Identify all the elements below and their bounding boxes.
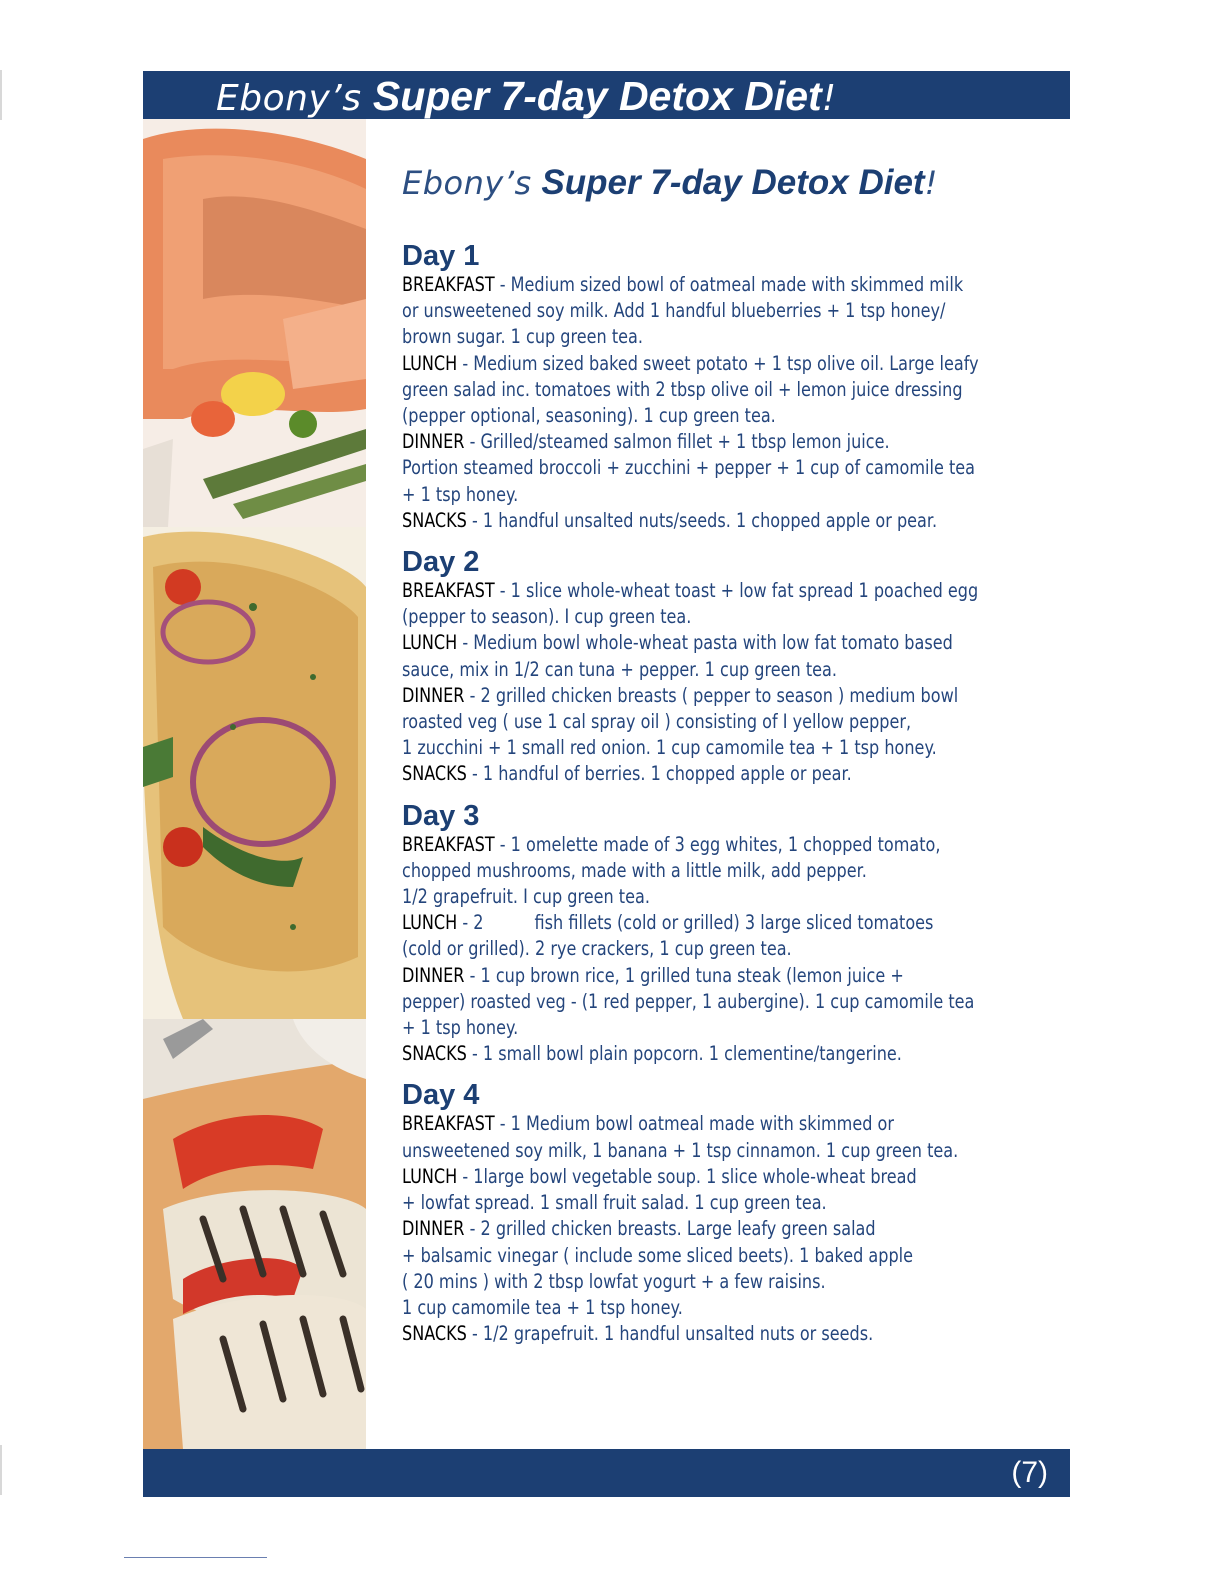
page-title xyxy=(402,158,1042,208)
meal-entry: BREAKFAST - 1 slice whole-wheat toast + low fat spread 1 poached egg (pepper to season). I cup green tea. xyxy=(402,579,979,629)
day-heading: Day 1 xyxy=(402,240,480,272)
page-number: (7) xyxy=(1011,1456,1048,1489)
meal-entry: DINNER - Grilled/steamed salmon fillet + 1 tbsp lemon juice. Portion steamed broccoli + zucchini + pepper + 1 cup of camomile tea + 1 tsp honey. xyxy=(402,430,975,506)
day-heading: Day 2 xyxy=(402,546,480,579)
header-title-bold: Super 7-day Detox Diet xyxy=(372,73,822,119)
meal-entry: DINNER - 2 grilled chicken breasts. Large leafy green salad + balsamic vinegar ( include some sliced beets). 1 baked apple ( 20 mins ) with 2 tbsp lowfat yogurt + a few raisins. 1 cup camomile tea + 1 tsp honey. xyxy=(402,1217,914,1319)
main-content xyxy=(402,158,1042,1359)
day-section xyxy=(402,240,1042,534)
day-section xyxy=(402,800,1042,1068)
meal-entry: SNACKS - 1/2 grapefruit. 1 handful unsalted nuts or seeds. xyxy=(402,1322,874,1346)
meal-entry: DINNER - 1 cup brown rice, 1 grilled tuna steak (lemon juice + pepper) roasted veg - (1 red pepper, 1 aubergine). 1 cup camomile tea + 1 tsp honey. xyxy=(402,963,975,1040)
meal-entry: BREAKFAST - Medium sized bowl of oatmeal made with skimmed milk or unsweetened soy milk. Add 1 handful blueberries + 1 tsp honey/ brown sugar. 1 cup green tea. xyxy=(402,273,964,349)
grilled-chicken-photo xyxy=(143,1019,366,1449)
meal-entry: SNACKS - 1 handful of berries. 1 chopped apple or pear. xyxy=(402,762,852,786)
day-heading: Day 3 xyxy=(402,799,480,832)
meal-entry: BREAKFAST - 1 Medium bowl oatmeal made with skimmed or unsweetened soy milk, 1 banana + 1 tsp cinnamon. 1 cup green tea. xyxy=(402,1112,959,1162)
meal-entry: LUNCH - Medium bowl whole-wheat pasta with low fat tomato based sauce, mix in 1/2 can tuna + pepper. 1 cup green tea. xyxy=(402,631,953,681)
meal-entry: SNACKS - 1 handful unsalted nuts/seeds. 1 chopped apple or pear. xyxy=(402,508,938,532)
day-section xyxy=(402,546,1042,788)
meal-entry: LUNCH - 2 fish fillets (cold or grilled) 3 large sliced tomatoes (cold or grilled). 2 rye crackers, 1 cup green tea. xyxy=(402,911,934,961)
meal-entry: LUNCH - 1large bowl vegetable soup. 1 slice whole-wheat bread + lowfat spread. 1 small fruit salad. 1 cup green tea. xyxy=(402,1164,917,1215)
meal-entry: DINNER - 2 grilled chicken breasts ( pepper to season ) medium bowl roasted veg ( use 1 cal spray oil ) consisting of I yellow pepper, 1 zucchini + 1 small red onion. 1 cup camomile tea + 1 tsp honey. xyxy=(402,683,959,760)
page-edge-mark xyxy=(0,70,2,120)
header-title-light: Ebony’s xyxy=(216,78,362,119)
salmon-photo xyxy=(143,119,366,527)
footnote-divider xyxy=(124,1557,267,1558)
day-heading: Day 4 xyxy=(402,1079,480,1112)
header-bar xyxy=(143,71,1070,119)
meal-entry: BREAKFAST - 1 omelette made of 3 egg whites, 1 chopped tomato, chopped mushrooms, made with a little milk, add pepper. 1/2 grapefruit. I cup green tea. xyxy=(402,832,941,909)
page-title-bold: Super 7-day Detox Diet xyxy=(541,163,925,202)
day-section xyxy=(402,1079,1042,1347)
footer-bar xyxy=(143,1449,1070,1497)
omelette-photo xyxy=(143,527,366,1019)
meal-entry: SNACKS - 1 small bowl plain popcorn. 1 clementine/tangerine. xyxy=(402,1042,902,1066)
page-title-light: Ebony’s xyxy=(402,164,532,202)
food-photo-strip xyxy=(143,119,366,1449)
page-title-end: ! xyxy=(924,164,938,202)
header-title xyxy=(216,71,837,119)
page-edge-mark xyxy=(0,1445,2,1495)
meal-entry: LUNCH - Medium sized baked sweet potato + 1 tsp olive oil. Large leafy green salad inc. tomatoes with 2 tbsp olive oil + lemon juice dressing (pepper optional, seasoning). 1 cup green tea. xyxy=(402,351,979,428)
header-title-end: ! xyxy=(821,78,837,119)
